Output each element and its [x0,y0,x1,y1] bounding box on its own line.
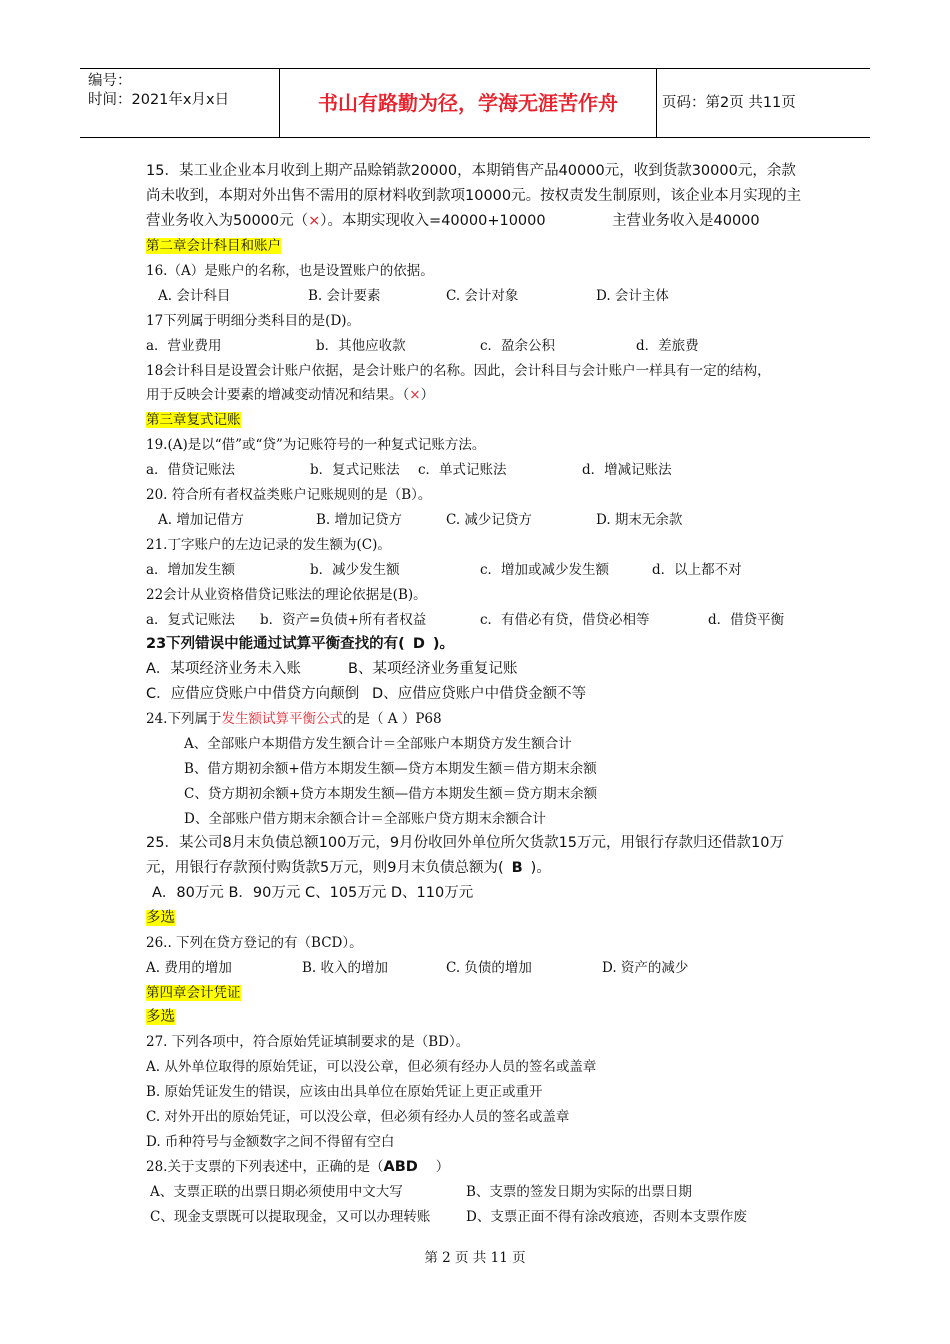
wrong-mark: × [409,387,421,403]
header-info [80,69,280,137]
q21-stem: 21.丁字账户的左边记录的发生额为(C)。 [146,537,391,553]
wrong-mark: × [308,213,321,229]
q22-option-a: a．复式记账法 [146,612,236,628]
q19-option-b: b．复式记账法 [310,462,400,478]
motto: 书山有路勤为径，学海无涯苦作舟 [280,69,657,137]
q25-line1: 25．某公司8月末负债总额100万元，9月份收回外单位所欠货款15万元，用银行存款归还借款10万 [146,835,784,851]
q24-option-d: D、全部账户借方期末余额合计＝全部账户贷方期末余额合计 [184,811,546,827]
q17-option-c: c．盈余公积 [480,338,556,354]
q19-option-d: d．增减记账法 [582,462,672,478]
q17-stem: 17下列属于明细分类科目的是(D)。 [146,313,361,329]
q18-line1: 18会计科目是设置会计账户依据，是会计账户的名称。因此，会计科目与会计账户一样具有一定的结构， [146,363,771,379]
q20-stem: 20. 符合所有者权益类账户记账规则的是（B）。 [146,487,432,503]
q23-option-b: B、某项经济业务重复记账 [348,661,518,677]
q28-stem: 28.关于支票的下列表述中，正确的是（ABD ） [146,1159,450,1175]
q24-stem: 24.下列属于发生额试算平衡公式的是（ A ）P68 [146,711,442,727]
q26-stem: 26.. 下列在贷方登记的有（BCD）。 [146,935,363,951]
q16-stem: 16.（A）是账户的名称，也是设置账户的依据。 [146,263,434,279]
q16-option-b: B. 会计要素 [308,288,381,304]
q15-line3: 营业务收入为50000元（×）。本期实现收入=40000+10000 [146,213,546,229]
q23-option-d: D、应借应贷账户中借贷金额不等 [372,686,587,702]
chapter-3-heading: 第三章复式记账 [146,412,241,428]
q17-option-a: a．营业费用 [146,338,222,354]
q17-option-d: d．差旅费 [636,338,699,354]
q27-option-a: A. 从外单位取得的原始凭证，可以没公章，但必须有经办人员的签名或盖章 [146,1059,597,1075]
q19-option-c: c．单式记账法 [418,462,507,478]
q28-option-d: D、支票正面不得有涂改痕迹，否则本支票作废 [466,1209,747,1225]
q18-line2: 用于反映会计要素的增减变动情况和结果。（×） [146,387,435,403]
q21-option-a: a．增加发生额 [146,562,236,578]
q21-option-d: d．以上都不对 [652,562,742,578]
q27-stem: 27. 下列各项中，符合原始凭证填制要求的是（BD）。 [146,1034,470,1050]
q27-option-d: D. 币种符号与金额数字之间不得留有空白 [146,1134,395,1150]
q24-option-b: B、借方期初余额+借方本期发生额—贷方本期发生额＝借方期末余额 [184,761,597,777]
q21-option-c: c．增加或减少发生额 [480,562,610,578]
code-label: 编号： [88,73,132,89]
q24-option-c: C、贷方期初余额+贷方本期发生额—借方本期发生额＝贷方期末余额 [184,786,598,802]
q23-stem: 23下列错误中能通过试算平衡查找的有( D )。 [146,636,454,652]
chapter-4-heading: 第四章会计凭证 [146,985,241,1001]
q28-option-b: B、支票的签发日期为实际的出票日期 [466,1184,692,1200]
page-footer: 第 2 页 共 11 页 [424,1250,526,1266]
q22-option-b: b．资产=负债+所有者权益 [260,612,427,628]
q15-line1: 15．某工业企业本月收到上期产品赊销款20000，本期销售产品40000元，收到货款30000元，余款 [146,163,796,179]
q28-option-a: A、支票正联的出票日期必须使用中文大写 [150,1184,403,1200]
q26-option-a: A. 费用的增加 [146,960,232,976]
q23-option-c: C．应借应贷账户中借贷方向颠倒 [146,686,360,702]
q23-option-a: A．某项经济业务未入账 [146,661,301,677]
q16-option-c: C. 会计对象 [446,288,519,304]
q19-stem: 19.(A)是以“借”或“贷”为记账符号的一种复式记账方法。 [146,437,486,453]
multi-choice-heading: 多选 [146,910,175,926]
q27-option-b: B. 原始凭证发生的错误，应该由出具单位在原始凭证上更正或重开 [146,1084,543,1100]
q20-option-d: D. 期末无余款 [596,512,683,528]
q20-option-a: A. 增加记借方 [158,512,244,528]
q25-options: A．80万元 B．90万元 C、105万元 D、110万元 [152,885,474,901]
q28-option-c: C、现金支票既可以提取现金，又可以办理转账 [150,1209,431,1225]
q20-option-c: C. 减少记贷方 [446,512,532,528]
q15-line2: 尚未收到，本期对外出售不需用的原材料收到款项10000元。按权责发生制原则，该企业本月实现的主 [146,188,802,204]
q16-option-a: A. 会计科目 [158,288,231,304]
q27-option-c: C. 对外开出的原始凭证，可以没公章，但必须有经办人员的签名或盖章 [146,1109,570,1125]
q22-stem: 22会计从业资格借贷记账法的理论依据是(B)。 [146,587,427,603]
q22-option-d: d．借贷平衡 [708,612,785,628]
q16-option-d: D. 会计主体 [596,288,669,304]
q24-option-a: A、全部账户本期借方发生额合计＝全部账户本期贷方发生额合计 [184,736,572,752]
q25-line2: 元，用银行存款预付购货款5万元，则9月末负债总额为( B )。 [146,860,551,876]
multi-choice-heading: 多选 [146,1009,175,1025]
page-label: 页码：第2页 共11页 [662,95,796,111]
q26-option-d: D. 资产的减少 [602,960,689,976]
q19-option-a: a．借贷记账法 [146,462,236,478]
page-header [80,68,870,138]
q26-option-c: C. 负债的增加 [446,960,532,976]
date-label: 时间：2021年x月x日 [88,92,230,108]
q26-option-b: B. 收入的增加 [302,960,389,976]
q15-note: 主营业务收入是40000 [612,213,760,229]
q20-option-b: B. 增加记贷方 [316,512,403,528]
q17-option-b: b．其他应收款 [316,338,406,354]
q22-option-c: c．有借必有贷，借贷必相等 [480,612,650,628]
chapter-2-heading: 第二章会计科目和账户 [146,238,281,254]
q21-option-b: b．减少发生额 [310,562,400,578]
